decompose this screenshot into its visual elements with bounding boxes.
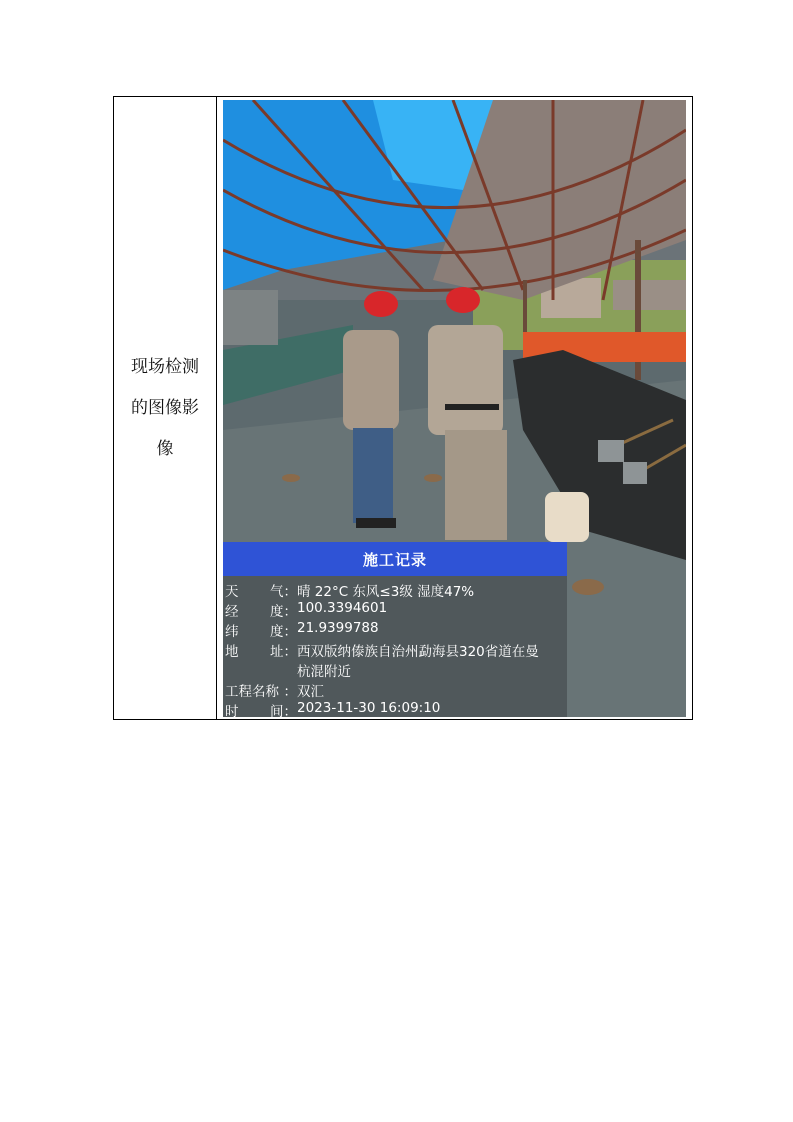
label-cell [114, 97, 216, 719]
weather-key-b: 气 [270, 584, 284, 600]
time-key-b: 间 [270, 704, 284, 717]
address-row-cont [297, 660, 351, 680]
colon: ： [283, 604, 297, 620]
addr-key-b: 址 [270, 644, 284, 660]
construction-record-panel [223, 576, 567, 717]
address-value-line-2: 杭混附近 [297, 664, 351, 680]
cell-divider [216, 97, 217, 719]
site-image-label [125, 347, 205, 470]
time-key-a: 时 [225, 704, 239, 717]
colon: ： [283, 644, 297, 660]
lng-key-b: 度 [270, 604, 284, 620]
weather-value: 晴 22°C 东风≤3级 湿度47% [297, 584, 475, 600]
latitude-value: 21.9399788 [297, 620, 379, 636]
lat-key-a: 纬 [225, 624, 239, 640]
weather-row [225, 580, 474, 600]
label-line-3: 像 [156, 438, 174, 459]
label-line-2: 的图像影 [131, 397, 199, 418]
project-value: 双汇 [297, 684, 324, 700]
project-key: 工程名称 [225, 684, 279, 700]
time-row [225, 700, 440, 717]
site-photo [223, 100, 686, 717]
address-value-line-1: 西双版纳傣族自治州勐海县320省道在曼 [297, 644, 539, 660]
record-table [113, 96, 693, 720]
construction-record-title: 施工记录 [223, 542, 567, 576]
colon: ： [283, 584, 297, 600]
colon: ： [283, 704, 297, 717]
colon: ： [283, 684, 297, 700]
latitude-row [225, 620, 379, 640]
addr-key-a: 地 [225, 644, 239, 660]
address-row [225, 640, 539, 660]
weather-key-a: 天 [225, 584, 239, 600]
longitude-row [225, 600, 387, 620]
lng-key-a: 经 [225, 604, 239, 620]
longitude-value: 100.3394601 [297, 600, 388, 616]
project-row [225, 680, 324, 700]
lat-key-b: 度 [270, 624, 284, 640]
label-line-1: 现场检测 [131, 356, 199, 377]
time-value: 2023-11-30 16:09:10 [297, 700, 441, 716]
colon: ： [283, 624, 297, 640]
